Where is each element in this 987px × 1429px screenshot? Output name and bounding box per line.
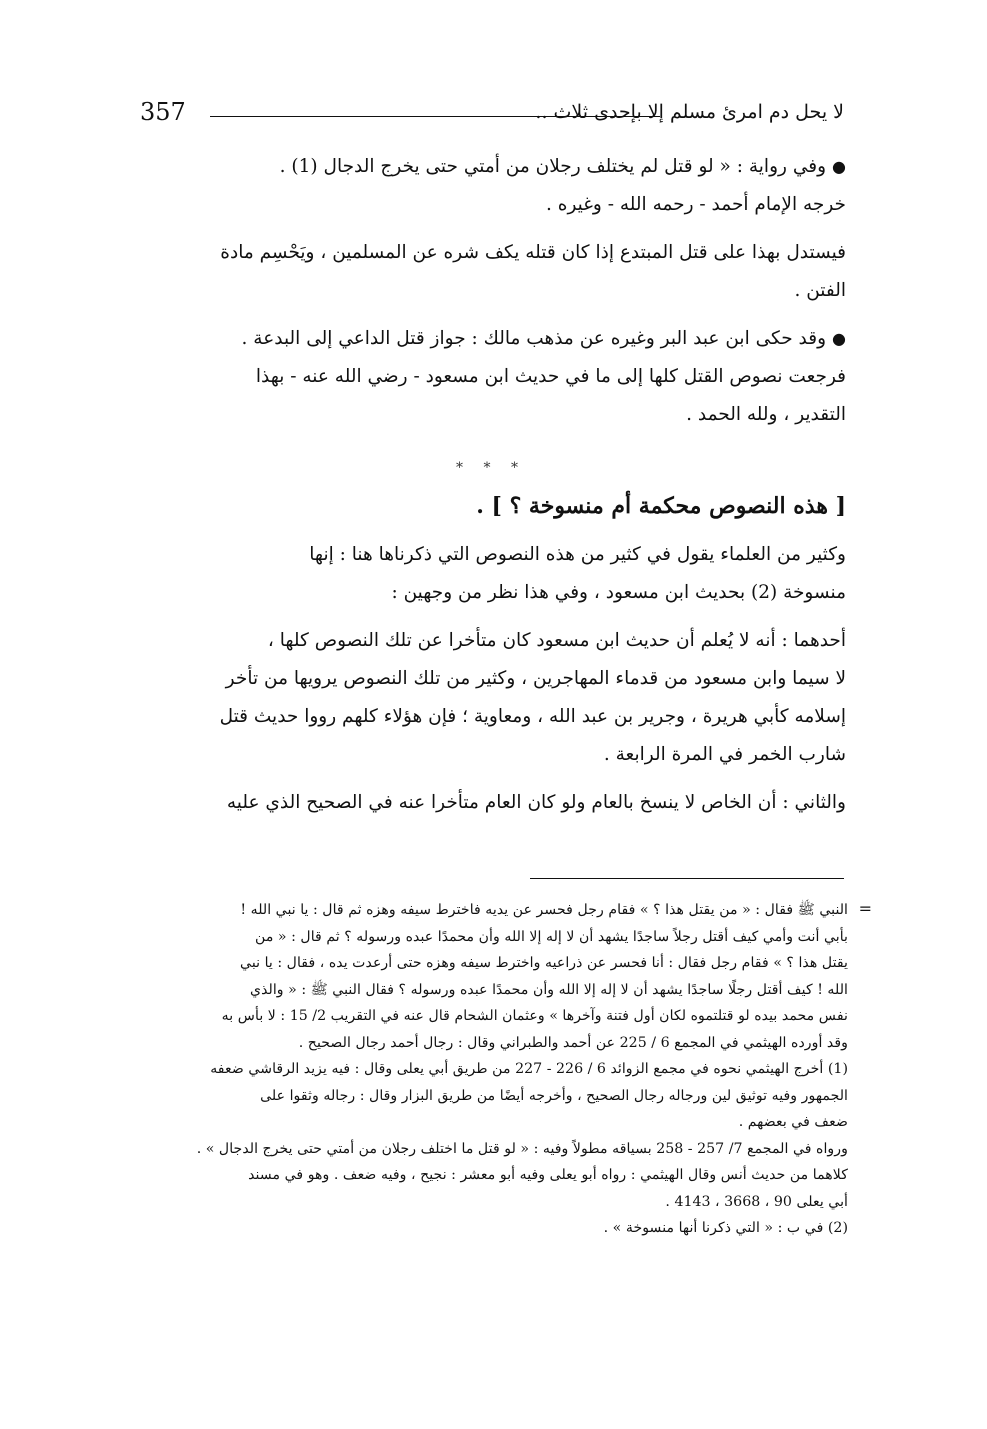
footnote-line: (2) في ب : « التي ذكرنا أنها منسوخة » . <box>603 1220 848 1236</box>
paragraph-first-aspect <box>136 622 846 774</box>
footnote-1-continued <box>136 1136 848 1216</box>
text-line: وكثير من العلماء يقول في كثير من هذه النصوص التي ذكرناها هنا : إنها <box>309 544 846 565</box>
text-line: لا سيما وابن مسعود من قدماء المهاجرين ، وكثير من تلك النصوص يرويها من تأخر <box>225 668 846 689</box>
running-header <box>140 92 844 132</box>
paragraph-malik <box>136 320 846 434</box>
footnote-1 <box>136 1056 848 1136</box>
text-line: والثاني : أن الخاص لا ينسخ بالعام ولو كان العام متأخرا عنه في الصحيح الذي عليه <box>226 792 846 813</box>
bullet-icon: ● <box>832 157 846 176</box>
text-line: إسلامه كأبي هريرة ، وجرير بن عبد الله ، ومعاوية ؛ فإن هؤلاء كلهم رووا حديث قتل <box>219 706 846 727</box>
text-line: ●وفي رواية : « لو قتل لم يختلف رجلان من أمتي حتى يخرج الدجال (1) . <box>279 156 846 177</box>
footnote-line: الجمهور وفيه توثيق لين ورجاله رجال الصحيح ، وأخرجه أيضًا من طريق البزار وقال : رجاله وثقوا على <box>260 1087 848 1104</box>
paragraph-narration <box>136 148 846 224</box>
text-line: شارب الخمر في المرة الرابعة . <box>603 744 846 765</box>
footnote-line: ضعف في بعضهم . <box>738 1114 848 1130</box>
footnote-line: (1) أخرج الهيثمي نحوه في مجمع الزوائد 6 / 226 - 227 من طريق أبي يعلى وقال : فيه يزيد الرقاشي ضعفه <box>210 1061 848 1077</box>
footnote-continuation <box>136 897 848 1056</box>
running-title: لا يحل دم امرئ مسلم إلا بإحدى ثلاث .. <box>535 101 844 123</box>
paragraph-second-aspect <box>136 784 846 822</box>
paragraph-scholars <box>136 536 846 612</box>
footnote-line: كلاهما من حديث أنس وقال الهيثمي : رواه أبو يعلى وفيه أبو معشر : نجيح ، وفيه ضعف . وهو في مسند <box>248 1167 848 1183</box>
footnote-line: أبي يعلى 90 ، 3668 ، 4143 . <box>665 1193 848 1210</box>
section-heading: [ هذه النصوص محكمة أم منسوخة ؟ ] . <box>476 493 846 519</box>
footnote-line: النبي ﷺ فقال : « من يقتل هذا ؟ » فقام رجل فحسر عن يديه فاخترط سيفه وهزه ثم قال : يا نبي الله ! <box>240 902 848 918</box>
footnote-line: يقتل هذا ؟ » فقام رجل فقال : أنا فحسر عن ذراعيه واخترط سيفه وهزه حتى أرعدت يده ، فقال : يا نبي <box>240 955 848 971</box>
text-line: التقدير ، ولله الحمد . <box>686 404 846 425</box>
text-line: منسوخة (2) بحديث ابن مسعود ، وفي هذا نظر من وجهين : <box>391 582 846 603</box>
text-line: فرجعت نصوص القتل كلها إلى ما في حديث ابن مسعود - رضي الله عنه - بهذا <box>255 366 846 387</box>
footnote-line: نفس محمد بيده لو قتلتموه لكان أول فتنة وآخرها » وعثمان الشحام قال عنه في التقريب 2/ 15 : لا بأس به <box>221 1008 848 1024</box>
text-line: خرجه الإمام أحمد - رحمه الله - وغيره . <box>546 194 846 215</box>
footnote-separator <box>530 878 844 879</box>
section-divider-stars: * * * <box>456 460 526 476</box>
bullet-icon: ● <box>832 329 846 348</box>
footnote-line: ورواه في المجمع 7/ 257 - 258 بسياقه مطولاً وفيه : « لو قتل ما اختلف رجلان من أمتي حتى يخرج الدجال » . <box>196 1140 848 1157</box>
continuation-mark: = <box>858 899 872 918</box>
page-number: 357 <box>140 98 186 126</box>
footnotes <box>136 897 872 1242</box>
footnote-line: الله ! كيف أقتل رجلًا ساجدًا يشهد أن لا إله إلا الله وأن محمدًا عبده ورسوله ؟ فقال النبي ﷺ : « والذي <box>249 981 848 998</box>
text-line: ●وقد حكى ابن عبد البر وغيره عن مذهب مالك : جواز قتل الداعي إلى البدعة . <box>241 328 846 349</box>
text-line: أحدهما : أنه لا يُعلم أن حديث ابن مسعود كان متأخرا عن تلك النصوص كلها ، <box>267 630 846 651</box>
footnote-line: بأبي أنت وأمي كيف أقتل رجلاً ساجدًا يشهد أن لا إله إلا الله وأن محمدًا عبده ورسوله ؟ ثم قال : « من <box>255 928 848 945</box>
paragraph-inference <box>136 234 846 310</box>
text-line: فيستدل بهذا على قتل المبتدع إذا كان قتله يكف شره عن المسلمين ، ويَحْسِم مادة <box>220 242 846 263</box>
footnote-line: وقد أورده الهيثمي في المجمع 6 / 225 عن أحمد والطبراني وقال : رجال أحمد رجال الصحيح . <box>298 1034 848 1051</box>
text-line: الفتن . <box>794 280 846 301</box>
main-text <box>136 148 846 822</box>
footnote-2 <box>136 1215 848 1242</box>
